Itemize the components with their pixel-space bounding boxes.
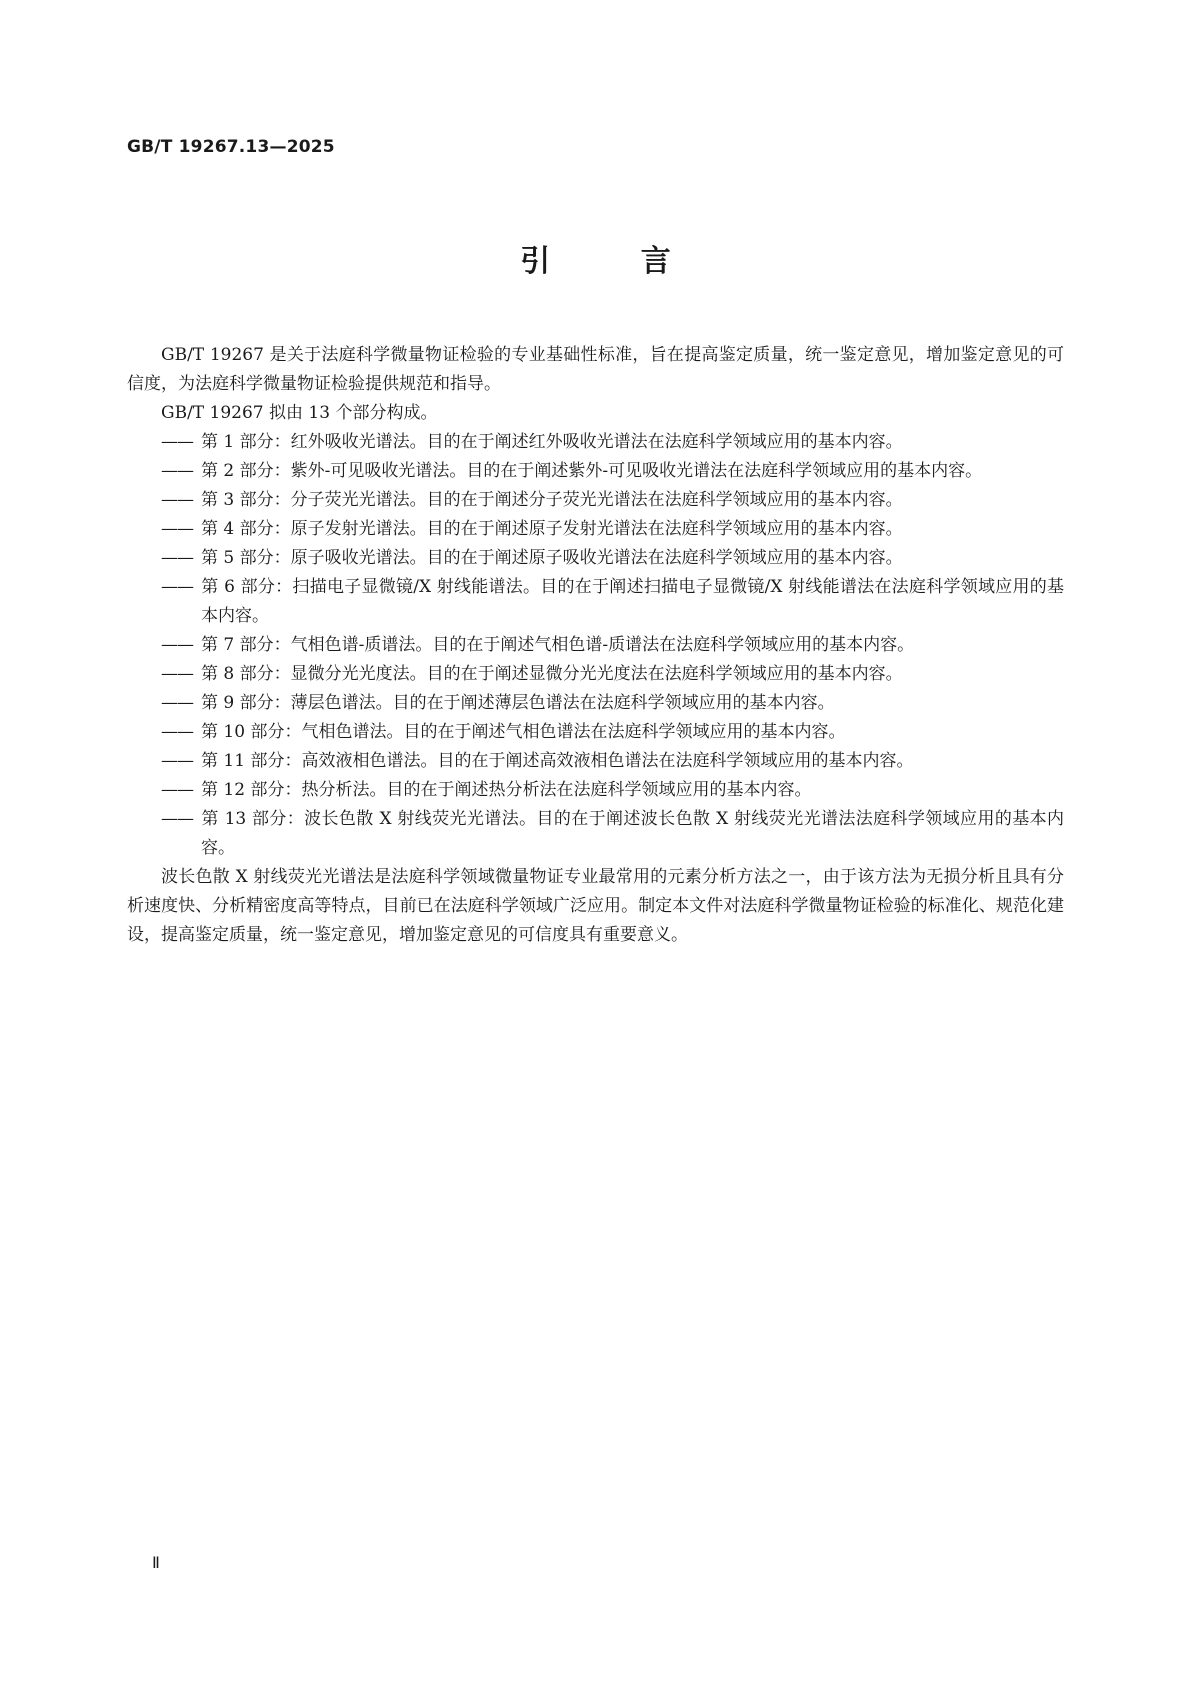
list-item-text: 第 13 部分：波长色散 X 射线荧光光谱法。目的在于阐述波长色散 X 射线荧光光谱法法庭科学领域应用的基本内容。: [201, 809, 1064, 858]
dash-marker: ——: [161, 635, 193, 655]
list-item-text: 第 9 部分：薄层色谱法。目的在于阐述薄层色谱法在法庭科学领域应用的基本内容。: [201, 693, 835, 713]
list-item-text: 第 12 部分：热分析法。目的在于阐述热分析法在法庭科学领域应用的基本内容。: [201, 780, 812, 800]
dash-marker: ——: [161, 577, 193, 597]
list-item-text: 第 10 部分：气相色谱法。目的在于阐述气相色谱法在法庭科学领域应用的基本内容。: [201, 722, 846, 742]
list-item-text: 第 4 部分：原子发射光谱法。目的在于阐述原子发射光谱法在法庭科学领域应用的基本内容。: [201, 519, 903, 539]
closing-paragraph: 波长色散 X 射线荧光光谱法是法庭科学领域微量物证专业最常用的元素分析方法之一，由于该方法为无损分析且具有分析速度快、分析精密度高等特点，目前已在法庭科学领域广泛应用。制定本文件对法庭科学微量物证检验的标准化、规范化建设，提高鉴定质量，统一鉴定意见，增加鉴定意见的可信度具有重要意义。: [127, 867, 1064, 945]
intro-paragraph: GB/T 19267 是关于法庭科学微量物证检验的专业基础性标准，旨在提高鉴定质量，统一鉴定意见，增加鉴定意见的可信度，为法庭科学微量物证检验提供规范和指导。: [127, 345, 1064, 394]
list-item: [127, 544, 1064, 573]
list-item: [127, 660, 1064, 689]
list-item: [127, 776, 1064, 805]
dash-marker: ——: [161, 548, 193, 568]
dash-marker: ——: [161, 461, 193, 481]
list-item: [127, 457, 1064, 486]
list-item: [127, 805, 1064, 863]
standard-code: GB/T 19267.13—2025: [127, 137, 335, 157]
dash-marker: ——: [161, 432, 193, 452]
list-item: [127, 747, 1064, 776]
list-item: [127, 631, 1064, 660]
dash-marker: ——: [161, 780, 193, 800]
list-item-text: 第 11 部分：高效液相色谱法。目的在于阐述高效液相色谱法在法庭科学领域应用的基本内容。: [201, 751, 914, 771]
list-item: [127, 689, 1064, 718]
dash-marker: ——: [161, 751, 193, 771]
intro-paragraph: GB/T 19267 拟由 13 个部分构成。: [161, 403, 438, 423]
page-number: Ⅱ: [152, 1555, 160, 1572]
list-item-text: 第 8 部分：显微分光光度法。目的在于阐述显微分光光度法在法庭科学领域应用的基本内容。: [201, 664, 903, 684]
list-item: [127, 718, 1064, 747]
list-item-text: 第 3 部分：分子荧光光谱法。目的在于阐述分子荧光光谱法在法庭科学领域应用的基本内容。: [201, 490, 903, 510]
list-item-text: 第 5 部分：原子吸收光谱法。目的在于阐述原子吸收光谱法在法庭科学领域应用的基本内容。: [201, 548, 903, 568]
document-body: [127, 341, 1064, 950]
dash-marker: ——: [161, 664, 193, 684]
list-item-text: 第 2 部分：紫外-可见吸收光谱法。目的在于阐述紫外-可见吸收光谱法在法庭科学领域应用的基本内容。: [201, 461, 983, 481]
dash-marker: ——: [161, 809, 193, 829]
dash-marker: ——: [161, 722, 193, 742]
list-item-text: 第 6 部分：扫描电子显微镜/X 射线能谱法。目的在于阐述扫描电子显微镜/X 射线能谱法在法庭科学领域应用的基本内容。: [201, 577, 1064, 626]
list-item: [127, 515, 1064, 544]
parts-list: [127, 428, 1064, 863]
dash-marker: ——: [161, 519, 193, 539]
dash-marker: ——: [161, 693, 193, 713]
dash-marker: ——: [161, 490, 193, 510]
list-item: [127, 486, 1064, 515]
list-item-text: 第 7 部分：气相色谱-质谱法。目的在于阐述气相色谱-质谱法在法庭科学领域应用的基本内容。: [201, 635, 915, 655]
list-item-text: 第 1 部分：红外吸收光谱法。目的在于阐述红外吸收光谱法在法庭科学领域应用的基本内容。: [201, 432, 903, 452]
list-item: [127, 428, 1064, 457]
list-item: [127, 573, 1064, 631]
page-title: 引 言: [520, 244, 711, 279]
